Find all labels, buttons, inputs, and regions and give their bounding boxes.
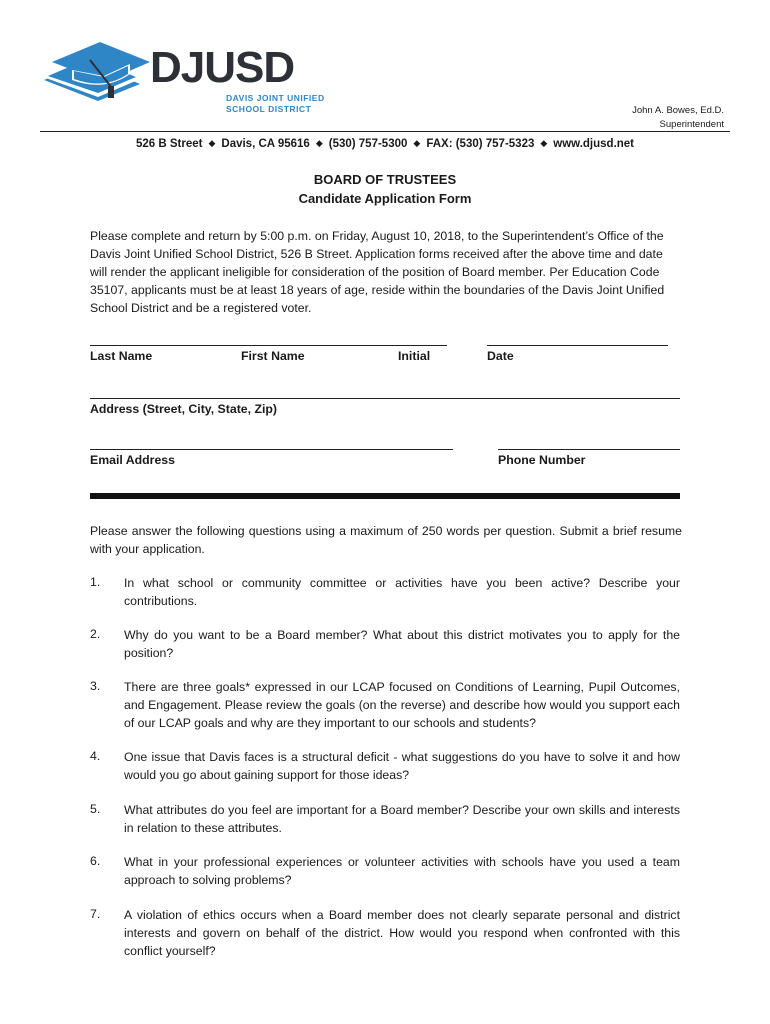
- instructions-paragraph: Please answer the following questions using a maximum of 250 words per question. Submit a brief resume with your application.: [90, 524, 682, 556]
- question-number: 6.: [90, 854, 101, 868]
- question-number: 7.: [90, 907, 101, 921]
- question-text: One issue that Davis faces is a structural deficit - what suggestions do you have to solve it and how would you go about gaining support for those ideas?: [124, 750, 680, 782]
- date-label: Date: [487, 349, 514, 363]
- form-title: BOARD OF TRUSTEES: [313, 172, 457, 187]
- question-number: 2.: [90, 627, 101, 641]
- diamond-separator-icon: ◆: [413, 138, 421, 148]
- question-text: In what school or community committee or activities have you been active? Describe your contributions.: [124, 576, 680, 608]
- question-text: What in your professional experiences or volunteer activities with schools have you used a team approach to solving problems?: [124, 855, 680, 887]
- district-logo-text: DJUSD: [150, 43, 295, 92]
- question-text: Why do you want to be a Board member? What about this district motivates you to apply for the position?: [124, 628, 680, 660]
- question-number: 5.: [90, 802, 101, 816]
- question-number: 3.: [90, 679, 101, 693]
- question-number: 4.: [90, 749, 101, 763]
- diamond-separator-icon: ◆: [315, 138, 323, 148]
- last-name-label: Last Name: [90, 349, 153, 363]
- intro-paragraph: Please complete and return by 5:00 p.m. on Friday, August 10, 2018, to the Superintendent’s Office of the Davis Joint Unified School District, 526 B Street. Application forms received after the above time and date will render the applicant ineligible for consideration of the position of Board member. Per Education Code 35107, applicants must be at least 18 years of age, reside within the boundaries of the Davis Joint Unified School District and be a registered voter.: [90, 229, 665, 315]
- first-name-label: First Name: [241, 349, 305, 363]
- website-link[interactable]: www.djusd.net: [553, 138, 635, 150]
- superintendent-name: John A. Bowes, Ed.D.: [632, 105, 724, 116]
- phone-label: Phone Number: [498, 453, 586, 467]
- form-subtitle: Candidate Application Form: [298, 191, 472, 206]
- district-address-line: 526 B Street ◆ Davis, CA 95616 ◆ (530) 757-5300 ◆ FAX: (530) 757-5323 ◆ www.djusd.net: [135, 138, 635, 150]
- district-name: DAVIS JOINT UNIFIED SCHOOL DISTRICT: [226, 93, 325, 114]
- header-divider: [40, 131, 730, 132]
- superintendent-title: Superintendent: [659, 119, 724, 130]
- phone-field-line[interactable]: [498, 449, 680, 450]
- graduation-cap-book-logo-icon: [42, 40, 154, 102]
- question-text: A violation of ethics occurs when a Board member does not clearly separate personal and district interests and govern on behalf of the district. How would you respond when confronted with this conflict yourself?: [124, 908, 680, 958]
- email-label: Email Address: [90, 453, 175, 467]
- address-label: Address (Street, City, State, Zip): [90, 402, 277, 416]
- address-field-line[interactable]: [90, 398, 680, 399]
- email-field-line[interactable]: [90, 449, 453, 450]
- diamond-separator-icon: ◆: [208, 138, 216, 148]
- name-field-line[interactable]: [90, 345, 447, 346]
- diamond-separator-icon: ◆: [540, 138, 548, 148]
- date-field-line[interactable]: [487, 345, 668, 346]
- initial-label: Initial: [398, 349, 431, 363]
- superintendent-info: [632, 104, 724, 132]
- section-divider: [90, 493, 680, 499]
- question-number: 1.: [90, 575, 101, 589]
- question-text: What attributes do you feel are important for a Board member? Describe your own skills and interests in relation to these attributes.: [124, 803, 680, 835]
- question-text: There are three goals* expressed in our LCAP focused on Conditions of Learning, Pupil Outcomes, and Engagement. Please review the goals (on the reverse) and describe how would you support each of our LCAP goals and why are they important to our schools and students?: [124, 680, 680, 730]
